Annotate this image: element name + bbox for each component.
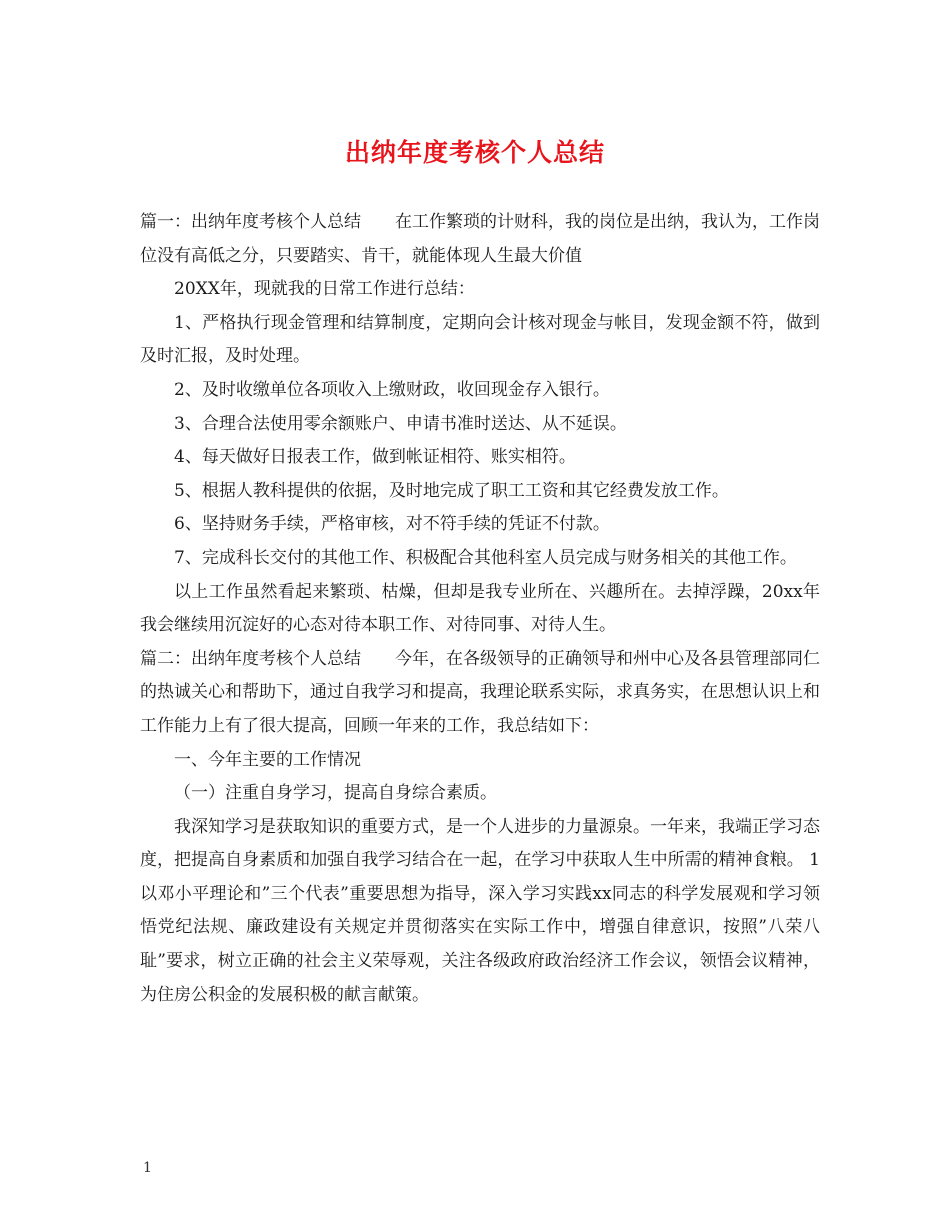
paragraph: 我深知学习是获取知识的重要方式，是一个人进步的力量源泉。一年来，我端正学习态度，把提高自身素质和加强自我学习结合在一起，在学习中获取人生中所需的精神食粮。 1以邓小平理论和”三个代表”重要思想为指导，深入学习实践xx同志的科学发展观和学习领悟党纪法规、廉政建设有关规定并贯彻落实在实际工作中，增强自律意识，按照”八荣八耻”要求，树立正确的社会主义荣辱观，关注各级政府政治经济工作会议，领悟会议精神，为住房公积金的发展积极的献言献策。 [140, 816, 820, 1005]
paragraph: 7、完成科长交付的其他工作、积极配合其他科室人员完成与财务相关的其他工作。 [174, 547, 797, 568]
paragraph: 篇一：出纳年度考核个人总结 在工作繁琐的计财科，我的岗位是出纳，我认为，工作岗位没有高低之分，只要踏实、肯干，就能体现人生最大价值 [140, 212, 820, 266]
document-body [140, 206, 820, 1012]
subsection-heading: （一）注重自身学习，提高自身综合素质。 [174, 783, 497, 804]
section-heading: 一、今年主要的工作情况 [174, 749, 361, 770]
paragraph: 1、严格执行现金管理和结算制度，定期向会计核对现金与帐目，发现金额不符，做到及时汇报，及时处理。 [140, 312, 820, 367]
paragraph: 6、坚持财务手续，严格审核，对不符手续的凭证不付款。 [174, 514, 610, 535]
paragraph: 3、合理合法使用零余额账户、申请书准时送达、从不延误。 [174, 413, 627, 434]
paragraph: 20XX年，现就我的日常工作进行总结： [174, 279, 475, 300]
paragraph: 5、根据人教科提供的依据，及时地完成了职工工资和其它经费发放工作。 [174, 480, 729, 501]
paragraph: 以上工作虽然看起来繁琐、枯燥，但却是我专业所在、兴趣所在。去掉浮躁，20xx年我会继续用沉淀好的心态对待本职工作、对待同事、对待人生。 [140, 581, 820, 636]
document-title: 出纳年度考核个人总结 [344, 138, 605, 167]
paragraph: 2、及时收缴单位各项收入上缴财政，收回现金存入银行。 [174, 379, 610, 400]
page-number: 1 [143, 1160, 152, 1176]
paragraph: 篇二：出纳年度考核个人总结 今年，在各级领导的正确领导和州中心及各县管理部同仁的热诚关心和帮助下，通过自我学习和提高，我理论联系实际，求真务实，在思想认识上和工作能力上有了很大提高，回顾一年来的工作，我总结如下： [140, 648, 820, 736]
paragraph: 4、每天做好日报表工作，做到帐证相符、账实相符。 [174, 447, 576, 468]
